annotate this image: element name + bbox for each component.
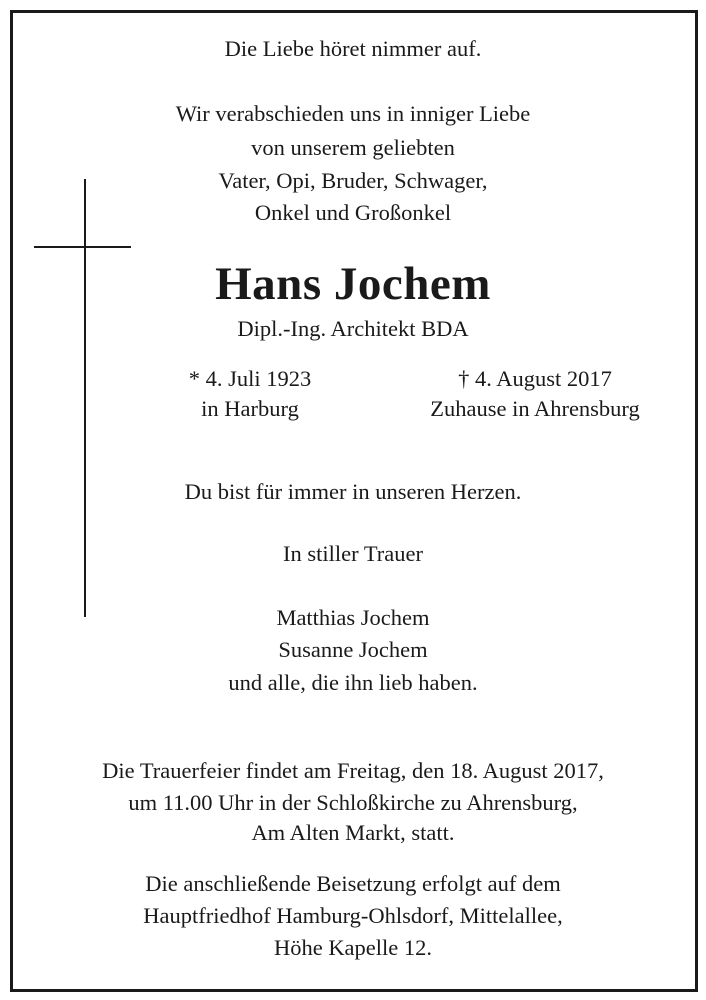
service-info: Am Alten Markt, statt. — [251, 820, 455, 845]
mourner-name: Matthias Jochem — [276, 605, 430, 630]
birth-place: in Harburg — [201, 396, 299, 421]
death-place: Zuhause in Ahrensburg — [430, 396, 640, 421]
service-info: um 11.00 Uhr in der Schloßkirche zu Ahrensburg, — [128, 790, 578, 815]
burial-info: Die anschließende Beisetzung erfolgt auf dem — [145, 871, 561, 896]
burial-info: Hauptfriedhof Hamburg-Ohlsdorf, Mittelallee, — [143, 903, 563, 928]
intro-line: von unserem geliebten — [251, 135, 455, 160]
deceased-name: Hans Jochem — [215, 258, 491, 310]
birth-date: * 4. Juli 1923 — [188, 366, 312, 391]
death-date: † 4. August 2017 — [458, 366, 612, 391]
mourner-name: und alle, die ihn lieb haben. — [228, 670, 478, 695]
motto: Die Liebe höret nimmer auf. — [224, 36, 482, 61]
intro-line: Vater, Opi, Bruder, Schwager, — [218, 168, 488, 193]
mourner-name: Susanne Jochem — [278, 637, 428, 662]
intro-line: Wir verabschieden uns in inniger Liebe — [175, 101, 531, 126]
burial-info: Höhe Kapelle 12. — [273, 935, 433, 960]
service-info: Die Trauerfeier findet am Freitag, den 18. August 2017, — [102, 758, 604, 783]
cross-horizontal-bar — [34, 246, 131, 248]
quote: Du bist für immer in unseren Herzen. — [184, 479, 522, 504]
intro-line: Onkel und Großonkel — [254, 200, 452, 225]
deceased-title: Dipl.-Ing. Architekt BDA — [237, 316, 469, 341]
mourning-heading: In stiller Trauer — [283, 541, 423, 566]
